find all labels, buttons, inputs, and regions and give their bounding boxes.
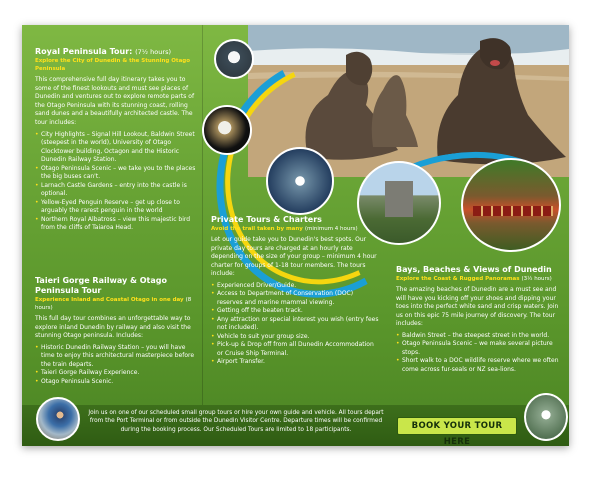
bays-beaches-heading: Bays, Beaches & Views of Dunedin — [396, 265, 552, 274]
guide-photo — [36, 397, 80, 441]
taieri-tour-body: This full day tour combines an unforgettable way to explore inland Dunedin by railway and also visit the stunning Otago peninsula. Includes: — [35, 315, 191, 340]
list-item: • Airport Transfer. — [211, 358, 265, 366]
taieri-tour-list — [35, 344, 196, 387]
list-item: • Short walk to a DOC wildlife reserve where we often come across fur-seals or NZ sea-lions. — [396, 357, 559, 373]
bays-beaches-section — [396, 265, 563, 374]
footer-text: Join us on one of our scheduled small group tours or hire your own guide and vehicle. All tours depart from the Port Terminal or from outside the Dunedin Visitor Centre. Departure times will be confirmed during the booking process. Our Scheduled Tours are limited to 18 participants. — [88, 410, 384, 433]
list-item: • Any attraction or special interest you wish (entry fees not included). — [211, 315, 379, 332]
taieri-tour-subtitle: Experience Inland and Coastal Otago in one day (8 hours) — [35, 297, 192, 311]
private-tours-list — [211, 282, 380, 367]
royal-tour-subtitle: Explore the City of Dunedin & the Stunning Otago Peninsula — [35, 58, 190, 72]
list-item: • Otago Peninsula Scenic – we take you to the places the big buses can't. — [35, 164, 196, 181]
list-item: • Experienced Driver/Guide. — [211, 281, 297, 289]
heron-photo — [524, 393, 568, 441]
right-panel — [386, 25, 569, 405]
left-panel — [22, 25, 203, 405]
royal-tour-heading: Royal Peninsula Tour: (7½ hours) — [35, 47, 171, 56]
private-tours-heading: Private Tours & Charters — [211, 215, 322, 224]
list-item: • Yellow-Eyed Penguin Reserve – get up close to arguably the rarest penguin in the world — [35, 198, 180, 215]
private-tours-subtitle: Avoid the trail taken by many (minimum 4 hours) — [211, 226, 358, 232]
list-item: • Taieri Gorge Railway Experience. — [35, 369, 140, 377]
list-item: • Vehicle to suit your group size. — [211, 332, 310, 340]
bays-beaches-subtitle: Explore the Coast & Rugged Panoramas (3½ hours) — [396, 276, 552, 282]
list-item: • Access to Department of Conservation (DOC) reserves and marine mammal viewing. — [211, 290, 354, 306]
taieri-tour-heading: Taieri Gorge Railway & Otago Peninsula Tour — [35, 276, 168, 295]
private-tours-section — [211, 215, 380, 367]
list-item: • Northern Royal Albatross – view this majestic bird from the cliffs of Taiaroa Head. — [35, 215, 191, 232]
list-item: • Getting off the beaten track. — [211, 307, 303, 315]
bays-beaches-body: The amazing beaches of Dunedin are a must see and will have you kicking off your shoes and dipping your toes into the perfect white sand and crisp waters. Join us on this epic 75 mile journey of discovery. The tour includes: — [396, 286, 559, 328]
middle-panel — [203, 25, 386, 405]
list-item: • Otago Peninsula Scenic – we make several picture stops. — [396, 340, 553, 356]
royal-peninsula-section — [35, 47, 196, 233]
bays-beaches-list — [396, 332, 563, 375]
royal-tour-duration: (7½ hours) — [135, 48, 171, 56]
royal-tour-body: This comprehensive full day itinerary takes you to some of the finest lookouts and must see places of Dunedin and ventures out to explore remote parts of the Otago Peninsula with its stunning coast, rolling sand dunes and a beautifully architected castle. The tour includes: — [35, 76, 195, 126]
tour-brochure — [22, 25, 569, 446]
footer-bar — [22, 405, 569, 446]
list-item: • Pick-up & Drop off from all Dunedin Accommodation or Cruise Ship Terminal. — [211, 341, 374, 357]
private-tours-body: Let our guide take you to Dunedin's best spots. Our private day tours are charged at an hourly rate depending on the size of your group – minimum 4 hour charter for groups of 1-18 tour members. The tours include: — [211, 236, 377, 278]
list-item: • Baldwin Street – the steepest street in the world. — [396, 331, 550, 339]
royal-tour-list — [35, 131, 196, 233]
list-item: • Otago Peninsula Scenic. — [35, 377, 114, 385]
list-item: • Historic Dunedin Railway Station – you will have time to enjoy this architectural masterpiece before the train departs. — [35, 343, 195, 368]
taieri-gorge-section — [35, 276, 196, 386]
list-item: • City Highlights – Signal Hill Lookout, Baldwin Street (steepest in the world), University of Otago Clocktower building, Octagon and the Historic Dunedin Railway Station. — [35, 130, 195, 164]
book-tour-button[interactable]: BOOK YOUR TOUR HERE — [397, 417, 517, 435]
list-item: • Larnach Castle Gardens – entry into the castle is optional. — [35, 181, 187, 198]
